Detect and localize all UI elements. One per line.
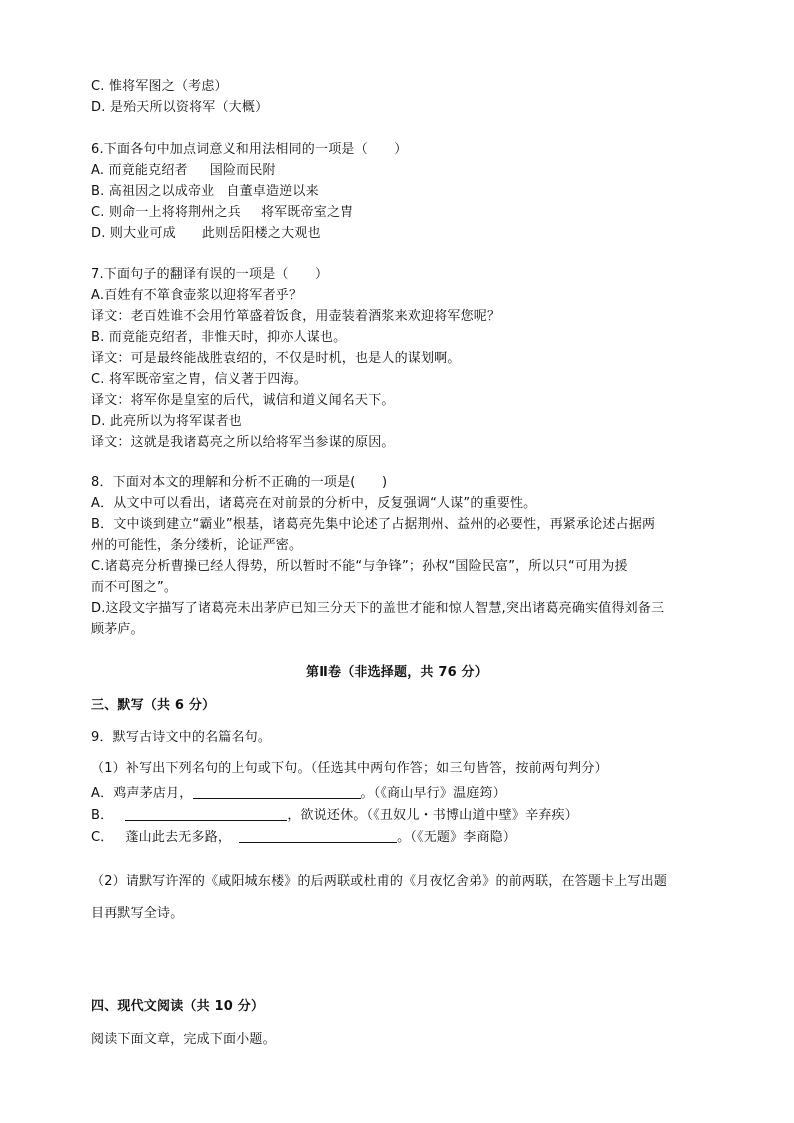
q9-item-c-given: 蓬山此去无多路，: [125, 830, 232, 845]
q7-option-c-translation: 译文：将军你是皇室的后代，诚信和道义闻名天下。: [91, 393, 395, 408]
q5-option-c: C. 惟将军图之（考虑）: [91, 79, 228, 94]
q7-option-d-translation: 译文：这就是我诸葛亮之所以给将军当参谋的原因。: [91, 435, 395, 450]
q9-item-b-suffix: ，欲说还休。（《丑奴儿・书博山道中壁》辛弃疾）: [287, 808, 578, 823]
q6-option-a-left: A. 而竟能克绍者: [91, 163, 188, 178]
q5-option-d: D. 是殆天所以资将军（大概）: [91, 100, 269, 115]
q9-item-c: [91, 828, 516, 847]
q8-option-b-line1: B．文中谈到建立“霸业”根基，诸葛亮先集中论述了占据荆州、益州的必要性，再紧承论述占据两: [91, 517, 656, 532]
q6-option-c: [91, 204, 353, 222]
q9-sub1: （1）补写出下列名句的上句或下句。（任选其中两句作答；如三句皆答，按前两句判分）: [91, 761, 608, 776]
q6-option-c-right: 将军既帝室之胄: [260, 205, 354, 220]
q7-option-d: D. 此亮所以为将军谋者也: [91, 414, 242, 429]
q7-option-c: C. 将军既帝室之胄，信义著于四海。: [91, 372, 307, 387]
section4-title: 四、现代文阅读（共 10 分）: [91, 999, 265, 1014]
q9-sub2-line2: 目再默写全诗。: [91, 906, 184, 921]
q7-option-a-translation: 译文：老百姓谁不会用竹箪盛着饭食，用壶装着酒浆来欢迎将军您呢？: [91, 309, 501, 324]
q9-item-b: [91, 806, 578, 825]
q6-option-d: [91, 225, 321, 243]
q9-item-b-prefix: B．: [91, 808, 114, 823]
q7-option-a: A.百姓有不箪食壶浆以迎将军者乎？: [91, 288, 303, 303]
q8-option-a: A．从文中可以看出，诸葛亮在对前景的分析中，反复强调“人谋”的重要性。: [91, 496, 537, 511]
q9-item-a: [91, 784, 506, 803]
q9-sub2-line1: （2）请默写许浑的《咸阳城东楼》的后两联或杜甫的《月夜忆舍弟》的前两联，在答题卡上写出题: [91, 874, 668, 889]
q6-option-c-left: C. 则命一上将将荆州之兵: [91, 205, 241, 220]
q8-stem: 8．下面对本文的理解和分析不正确的一项是( ): [91, 475, 388, 490]
q9-stem: 9．默写古诗文中的名篇名句。: [91, 730, 272, 745]
q9-item-c-blank[interactable]: [239, 828, 397, 843]
q9-item-b-blank[interactable]: [125, 806, 287, 821]
q6-option-b: [91, 183, 319, 201]
q7-option-b: B. 而竟能克绍者，非惟天时，抑亦人谋也。: [91, 330, 347, 345]
q7-stem: 7.下面句子的翻译有误的一项是（ ）: [91, 267, 329, 282]
q6-option-b-right: 自董卓造逆以来: [226, 184, 319, 199]
q9-item-a-suffix: 。（《商山早行》温庭筠）: [360, 786, 506, 801]
q6-option-b-left: B. 高祖因之以成帝业: [91, 184, 215, 199]
q6-option-a-right: 国险而民附: [209, 163, 276, 178]
q6-option-d-left: D. 则大业可成: [91, 226, 176, 241]
section3-title: 三、默写（共 6 分）: [91, 698, 216, 713]
section4-intro: 阅读下面文章，完成下面小题。: [91, 1032, 276, 1047]
q6-option-a: [91, 162, 276, 180]
part2-title: 第Ⅱ卷（非选择题，共 76 分）: [306, 665, 488, 680]
q7-option-b-translation: 译文：可是最终能战胜袁绍的，不仅是时机，也是人的谋划啊。: [91, 351, 461, 366]
q8-option-c-line2: 而不可图之”。: [91, 580, 178, 595]
q6-option-d-right: 此则岳阳楼之大观也: [201, 226, 321, 241]
q8-option-d-line1: D.这段文字描写了诸葛亮未出茅庐已知三分天下的盖世才能和惊人智慧,突出诸葛亮确实值得刘备三: [91, 601, 665, 616]
q9-item-a-blank[interactable]: [193, 784, 361, 799]
q8-option-d-line2: 顾茅庐。: [91, 622, 144, 637]
q8-option-b-line2: 州的可能性，条分缕析，论证严密。: [91, 538, 303, 553]
q6-stem: 6.下面各句中加点词意义和用法相同的一项是（ ）: [91, 142, 408, 157]
q9-item-c-prefix: C．: [91, 830, 114, 845]
q9-item-c-suffix: 。（《无题》李商隐）: [397, 830, 517, 845]
q8-option-c-line1: C.诸葛亮分析曹操已经人得势，所以暂时不能“与争锋”；孙权“国险民富”，所以只“可用为援: [91, 559, 628, 574]
q9-item-a-prefix: A．鸡声茅店月，: [91, 786, 193, 801]
